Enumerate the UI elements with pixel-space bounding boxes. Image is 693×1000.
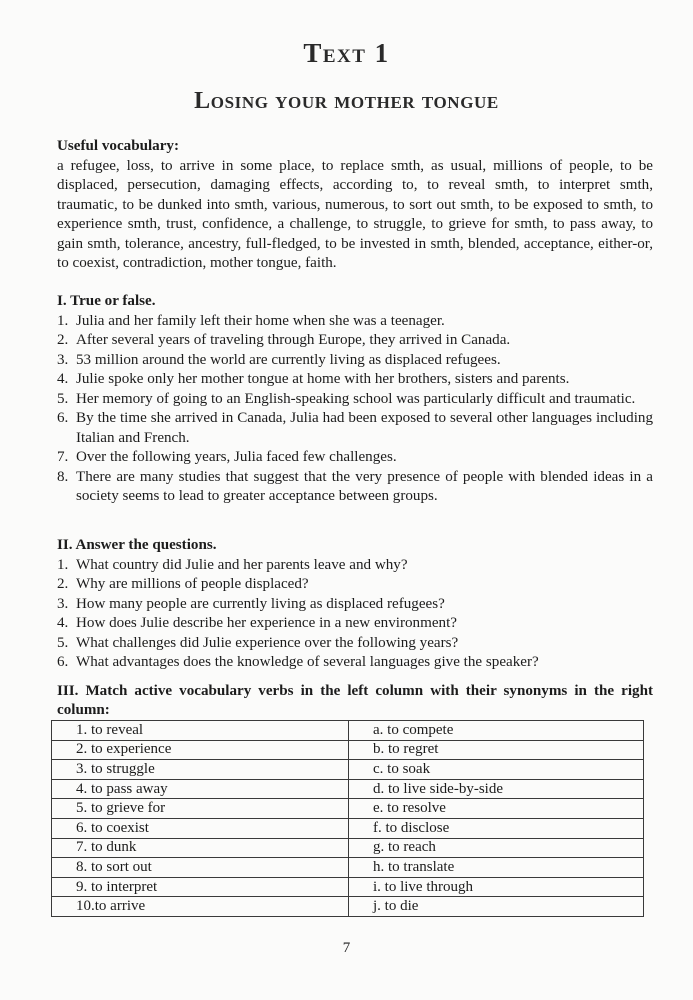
list-item: 2. Why are millions of people displaced?	[57, 576, 309, 592]
table-row	[52, 760, 644, 780]
list-item: 4. How does Julie describe her experience in a new environment?	[57, 615, 457, 631]
match-heading: III. Match active vocabulary verbs in the left column with their synonyms in the right column:	[57, 683, 653, 718]
verb-cell: 9. to interpret	[52, 877, 349, 897]
synonym-cell: b. to regret	[349, 740, 644, 760]
questions-heading: II. Answer the questions.	[57, 537, 217, 553]
table-row	[52, 838, 644, 858]
table-row	[52, 721, 644, 741]
questions-section	[57, 536, 653, 673]
list-item: 3. How many people are currently living as displaced refugees?	[57, 595, 445, 612]
table-row	[52, 897, 644, 917]
table-row	[52, 858, 644, 878]
table-row	[52, 740, 644, 760]
vocabulary-heading: Useful vocabulary:	[57, 138, 180, 154]
true-false-heading: I. True or false.	[57, 293, 156, 309]
table-row	[52, 779, 644, 799]
verb-cell: 5. to grieve for	[52, 799, 349, 819]
synonym-cell: f. to disclose	[349, 818, 644, 838]
list-item: 5. What challenges did Julie experience over the following years?	[57, 634, 459, 651]
verb-cell: 8. to sort out	[52, 858, 349, 878]
verb-cell: 1. to reveal	[52, 721, 349, 741]
synonym-cell: d. to live side-by-side	[349, 779, 644, 799]
table-row	[52, 818, 644, 838]
synonym-cell: e. to resolve	[349, 799, 644, 819]
list-item: 6. What advantages does the knowledge of several languages give the speaker?	[57, 654, 539, 670]
synonym-cell: h. to translate	[349, 858, 644, 878]
list-item: 3. 53 million around the world are currently living as displaced refugees.	[57, 351, 501, 368]
verb-cell: 2. to experience	[52, 740, 349, 760]
verb-cell: 6. to coexist	[52, 818, 349, 838]
list-item: 6. By the time she arrived in Canada, Julia had been exposed to several other languages including Italian and French.	[57, 410, 653, 446]
list-item: 4. Julie spoke only her mother tongue at home with her brothers, sisters and parents.	[57, 371, 570, 387]
page-title: Text 1	[303, 38, 390, 68]
table-row	[52, 799, 644, 819]
true-false-section	[57, 292, 653, 507]
list-item: 1. What country did Julie and her parents leave and why?	[57, 556, 408, 573]
questions-list	[57, 556, 653, 673]
vocabulary-list: a refugee, loss, to arrive in some place, to replace smth, as usual, millions of people, to be displaced, persecution, damaging effects, according to, to reveal smth, to interpret smth, traumatic, to be dunked into smth, various, numerous, to sort out smth, to be exposed to smth, to experience smth, trust, confidence, a challenge, to struggle, to grieve for smth, to pass away, to gain smth, tolerance, ancestry, full-fledged, to be invested in smth, blended, acceptance, either-or, to coexist, contradiction, mother tongue, faith.	[57, 157, 653, 271]
match-table	[51, 720, 644, 917]
true-false-list	[57, 312, 653, 507]
verb-cell: 3. to struggle	[52, 760, 349, 780]
list-item: 8. There are many studies that suggest that the very presence of people with blended ideas in a society seems to lead to greater acceptance between groups.	[57, 468, 653, 504]
synonym-cell: g. to reach	[349, 838, 644, 858]
vocabulary-section	[57, 137, 653, 274]
verb-cell: 10.to arrive	[52, 897, 349, 917]
synonym-cell: i. to live through	[349, 877, 644, 897]
page-number: 7	[342, 940, 351, 956]
list-item: 2. After several years of traveling through Europe, they arrived in Canada.	[57, 332, 511, 348]
synonym-cell: c. to soak	[349, 760, 644, 780]
list-item: 5. Her memory of going to an English-speaking school was particularly difficult and traumatic.	[57, 390, 636, 407]
text-subtitle: Losing your mother tongue	[194, 88, 499, 114]
list-item: 7. Over the following years, Julia faced few challenges.	[57, 449, 397, 465]
synonym-cell: a. to compete	[349, 721, 644, 741]
verb-cell: 4. to pass away	[52, 779, 349, 799]
verb-cell: 7. to dunk	[52, 838, 349, 858]
table-row	[52, 877, 644, 897]
list-item: 1. Julia and her family left their home when she was a teenager.	[57, 312, 445, 329]
match-section	[57, 682, 653, 720]
synonym-cell: j. to die	[349, 897, 644, 917]
